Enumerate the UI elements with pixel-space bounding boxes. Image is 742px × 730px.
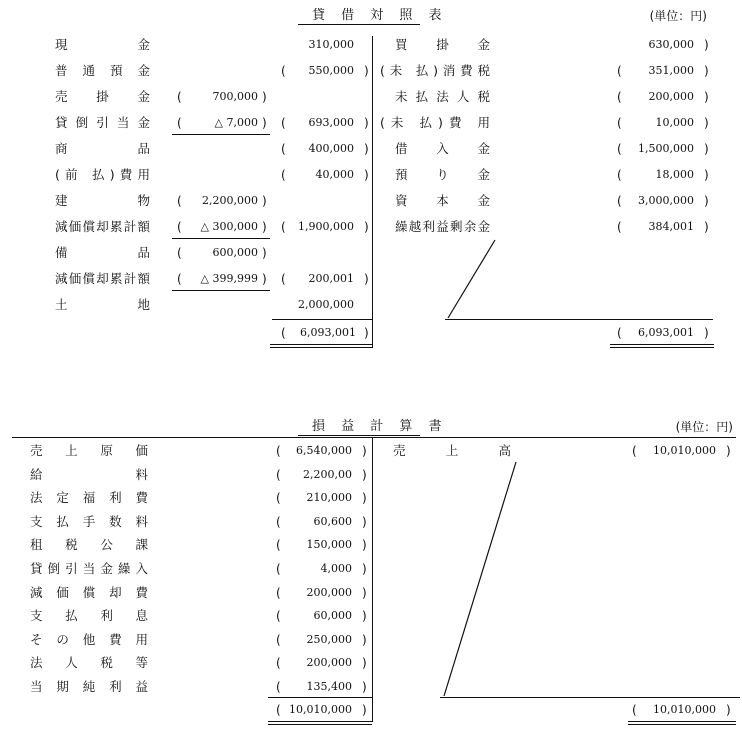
pl-left-amount: 135,400 [306,680,352,693]
pl-left-bottom-rule [268,697,372,698]
bs-amount-close-paren: ) [364,272,369,286]
pl-header-rule [12,437,736,438]
pl-left-label: 貸倒引当金繰入 [30,561,148,576]
pl-right-total-close-paren: ) [726,703,731,717]
bs-title: 貸 借 対 照 表 [312,8,448,23]
bs-sub-close-paren: ) [262,220,267,234]
bs-sub-close-paren: ) [262,90,267,104]
pl-right-total: 10,010,000 [653,703,716,716]
bs-right-total-open-paren: ( [617,326,622,340]
bs-left-amount: 200,001 [308,272,354,285]
pl-center-rule [372,437,373,722]
pl-left-amount: 60,000 [313,609,352,622]
bs-center-rule [372,36,373,348]
bs-right-amount: 1,500,000 [638,142,694,155]
bs-right-amount: 351,000 [648,64,694,77]
bs-right-amount: 18,000 [655,168,694,181]
bs-amount-open-paren: ( [281,220,286,234]
pl-left-amount: 200,000 [306,586,352,599]
pl-right-total-double-1 [628,721,736,722]
bs-left-label: (前 払)費用 [55,167,150,182]
bs-right-open-paren: ( [617,194,622,208]
bs-sub-underline-building [172,238,270,239]
pl-amount-open-paren: ( [276,491,281,505]
pl-left-amount: 210,000 [306,491,352,504]
pl-amount-close-paren: ) [362,468,367,482]
pl-amount-open-paren: ( [276,586,281,600]
bs-amount-open-paren: ( [281,116,286,130]
bs-right-label: 借 入 金 [395,141,490,156]
bs-left-amount: 2,000,000 [298,298,354,311]
pl-left-amount: 150,000 [306,538,352,551]
bs-right-amount: 384,001 [648,220,694,233]
bs-right-amount: 630,000 [648,38,694,51]
pl-left-total-open-paren: ( [276,703,281,717]
bs-right-amount: 10,000 [655,116,694,129]
pl-amount-close-paren: ) [362,633,367,647]
pl-amount-open-paren: ( [276,633,281,647]
pl-title-underline [298,435,420,436]
pl-left-total: 10,010,000 [289,703,352,716]
pl-left-label: 支払手数料 [30,514,148,529]
bs-left-label: 建 物 [55,193,150,208]
bs-right-amount-close-paren: ) [704,38,709,52]
bs-right-label: 資 本 金 [395,193,490,208]
bs-left-label: 売 掛 金 [55,89,150,104]
bs-unit: (単位：円) [649,9,707,23]
bs-left-amount: 400,000 [308,142,354,155]
bs-right-open-paren: ( [617,64,622,78]
bs-right-amount-close-paren: ) [704,90,709,104]
bs-right-open-paren: ( [617,168,622,182]
pl-amount-close-paren: ) [362,562,367,576]
pl-left-label: その他費用 [30,632,148,647]
bs-left-total-double-2 [270,347,372,348]
pl-amount-close-paren: ) [362,491,367,505]
pl-amount-close-paren: ) [362,656,367,670]
pl-amount-open-paren: ( [276,468,281,482]
bs-right-total: 6,093,001 [638,326,694,339]
pl-amount-open-paren: ( [276,609,281,623]
bs-left-amount: 550,000 [308,64,354,77]
pl-right-label: 売 上 高 [393,443,511,458]
bs-sub-underline-receivable [172,134,270,135]
bs-amount-close-paren: ) [364,64,369,78]
pl-left-label: 支 払 利 息 [30,608,148,623]
bs-right-open-paren: ( [617,90,622,104]
pl-amount-open-paren: ( [276,562,281,576]
bs-sub-underline-equipment [172,290,270,291]
bs-right-amount-close-paren: ) [704,64,709,78]
pl-amount-open-paren: ( [276,656,281,670]
bs-right-total-close-paren: ) [704,326,709,340]
bs-right-amount-close-paren: ) [704,116,709,130]
bs-left-sub-amount: 700,000 [212,90,258,103]
bs-left-amount: 310,000 [308,38,354,51]
pl-title: 損 益 計 算 書 [312,419,448,434]
bs-left-label: 減価償却累計額 [55,271,150,286]
pl-left-total-double-2 [268,724,372,725]
bs-left-total-double-1 [270,344,372,345]
pl-right-total-double-2 [628,724,736,725]
pl-left-label: 法定福利費 [30,490,148,505]
bs-left-total-open-paren: ( [281,326,286,340]
bs-right-total-double-1 [610,344,714,345]
pl-left-label: 減価償却費 [30,585,148,600]
bs-left-label: 貸倒引当金 [55,115,150,130]
bs-sub-close-paren: ) [262,246,267,260]
pl-left-label: 当期純利益 [30,679,148,694]
bs-sub-close-paren: ) [262,116,267,130]
bs-left-bottom-rule [272,319,372,320]
pl-amount-close-paren: ) [362,515,367,529]
pl-right-amount: 10,010,000 [653,444,716,457]
pl-right-open-paren: ( [632,444,637,458]
bs-sub-open-paren: ( [177,220,182,234]
bs-amount-open-paren: ( [281,64,286,78]
pl-amount-close-paren: ) [362,538,367,552]
pl-left-total-double-1 [268,721,372,722]
bs-sub-open-paren: ( [177,272,182,286]
pl-left-label: 給 料 [30,467,148,482]
bs-amount-close-paren: ) [364,142,369,156]
pl-left-amount: 2,200,00 [303,468,352,481]
pl-amount-close-paren: ) [362,680,367,694]
bs-right-bottom-rule [445,319,713,320]
pl-right-bottom-rule [440,697,740,698]
bs-right-amount-close-paren: ) [704,168,709,182]
pl-left-label: 売 上 原 価 [30,443,148,458]
bs-right-blank-diagonal-line [448,240,495,318]
pl-left-amount: 200,000 [306,656,352,669]
bs-left-amount: 1,900,000 [298,220,354,233]
pl-left-amount: 4,000 [320,562,352,575]
bs-amount-open-paren: ( [281,272,286,286]
bs-left-sub-amount: △ 399,999 [200,272,258,285]
pl-amount-close-paren: ) [362,609,367,623]
bs-left-sub-amount: △ 7,000 [214,116,258,129]
bs-left-label: 備 品 [55,245,150,260]
bs-left-label: 土 地 [55,297,150,312]
bs-right-open-paren: ( [617,142,622,156]
bs-left-amount: 40,000 [315,168,354,181]
bs-right-label: (未 払)消費税 [380,63,490,78]
pl-unit: (単位：円) [675,420,733,434]
bs-sub-close-paren: ) [262,194,267,208]
bs-right-label: 繰越利益剰余金 [395,219,490,234]
bs-amount-close-paren: ) [364,220,369,234]
bs-sub-close-paren: ) [262,272,267,286]
pl-left-label: 租 税 公 課 [30,537,148,552]
pl-left-amount: 6,540,000 [296,444,352,457]
pl-right-blank-diagonal-line [444,462,516,696]
bs-right-total-double-2 [610,347,714,348]
pl-amount-open-paren: ( [276,538,281,552]
pl-amount-close-paren: ) [362,444,367,458]
bs-amount-close-paren: ) [364,116,369,130]
bs-title-underline [298,24,420,25]
bs-right-open-paren: ( [617,116,622,130]
bs-right-label: 買 掛 金 [395,37,490,52]
bs-right-amount-close-paren: ) [704,220,709,234]
bs-sub-open-paren: ( [177,194,182,208]
bs-left-sub-amount: 2,200,000 [202,194,258,207]
bs-amount-open-paren: ( [281,168,286,182]
bs-left-sub-amount: △ 300,000 [200,220,258,233]
bs-left-label: 現 金 [55,37,150,52]
bs-right-amount: 200,000 [648,90,694,103]
pl-right-total-open-paren: ( [632,703,637,717]
bs-right-label: 未払法人税 [395,89,490,104]
bs-sub-open-paren: ( [177,116,182,130]
bs-right-label: 預 り 金 [395,167,490,182]
pl-left-amount: 60,600 [313,515,352,528]
bs-left-label: 商 品 [55,141,150,156]
bs-left-sub-amount: 600,000 [212,246,258,259]
bs-sub-open-paren: ( [177,90,182,104]
pl-right-close-paren: ) [726,444,731,458]
bs-sub-open-paren: ( [177,246,182,260]
pl-left-amount: 250,000 [306,633,352,646]
pl-amount-open-paren: ( [276,680,281,694]
bs-left-total: 6,093,001 [300,326,356,339]
pl-amount-open-paren: ( [276,444,281,458]
bs-amount-close-paren: ) [364,168,369,182]
bs-right-open-paren: ( [617,220,622,234]
pl-amount-open-paren: ( [276,515,281,529]
bs-right-amount: 3,000,000 [638,194,694,207]
bs-left-total-close-paren: ) [364,326,369,340]
pl-amount-close-paren: ) [362,586,367,600]
bs-right-amount-close-paren: ) [704,194,709,208]
bs-left-label: 減価償却累計額 [55,219,150,234]
pl-left-total-close-paren: ) [362,703,367,717]
bs-right-amount-close-paren: ) [704,142,709,156]
bs-amount-open-paren: ( [281,142,286,156]
bs-right-label: (未 払)費 用 [380,115,490,130]
bs-left-amount: 693,000 [308,116,354,129]
bs-left-label: 普 通 預 金 [55,63,150,78]
pl-left-label: 法 人 税 等 [30,655,148,670]
